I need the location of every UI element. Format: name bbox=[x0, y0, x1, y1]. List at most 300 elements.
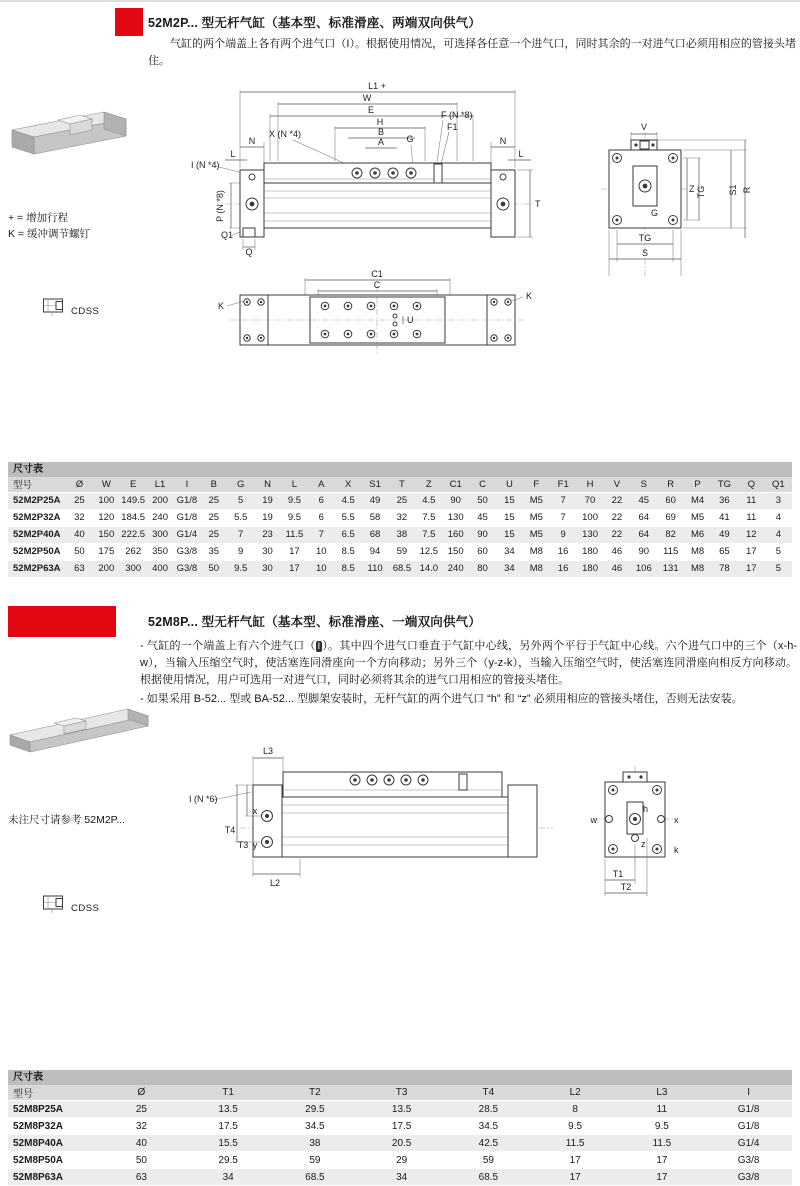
dimension-label: TG bbox=[638, 233, 652, 243]
port-i-badge: I bbox=[317, 641, 321, 651]
value-cell: 11 bbox=[746, 512, 757, 523]
end-view bbox=[601, 132, 747, 276]
value-cell: 9.5 bbox=[654, 1120, 669, 1132]
column-header: T3 bbox=[358, 1085, 445, 1101]
column-header: T2 bbox=[272, 1085, 359, 1101]
dimension-label: W bbox=[362, 93, 372, 103]
dimension-label: K bbox=[525, 291, 533, 301]
value-cell: 38 bbox=[396, 529, 408, 540]
value-cell: 3 bbox=[775, 495, 782, 506]
value-cell: G1/8 bbox=[176, 512, 198, 523]
dimension-label: T bbox=[535, 199, 541, 209]
value-cell: 7.5 bbox=[422, 529, 436, 540]
value-cell: 262 bbox=[125, 546, 142, 557]
column-header: E bbox=[120, 477, 147, 492]
value-cell: 9 bbox=[560, 529, 566, 540]
cylinder-section-icon bbox=[42, 296, 68, 317]
value-cell: 70 bbox=[584, 495, 596, 506]
value-cell: 110 bbox=[367, 563, 383, 574]
value-cell: G1/8 bbox=[737, 1103, 760, 1115]
model-cell: 52M8P50A bbox=[13, 1154, 64, 1166]
column-header: TG bbox=[711, 477, 738, 492]
table-row bbox=[8, 1152, 792, 1169]
dimension-table-52m8p bbox=[8, 1070, 792, 1186]
dimension-label: Z bbox=[689, 184, 695, 194]
value-cell: 100 bbox=[582, 512, 598, 523]
column-header: C1 bbox=[442, 477, 469, 492]
column-header: C bbox=[469, 477, 496, 492]
value-cell: 94 bbox=[369, 546, 381, 557]
value-cell: 25 bbox=[208, 512, 220, 523]
value-cell: G1/8 bbox=[737, 1120, 760, 1132]
value-cell: 8.5 bbox=[341, 563, 355, 574]
value-cell: 49 bbox=[369, 495, 381, 506]
dimension-label: T2 bbox=[620, 882, 632, 892]
dimension-label: h bbox=[643, 804, 649, 814]
model-cell: 52M8P25A bbox=[13, 1103, 64, 1115]
value-cell: 12 bbox=[746, 529, 757, 540]
value-cell: 120 bbox=[98, 512, 115, 523]
value-cell: 17 bbox=[656, 1154, 668, 1166]
value-cell: 64 bbox=[638, 512, 650, 523]
value-cell: 100 bbox=[98, 495, 115, 506]
value-cell: M5 bbox=[529, 529, 543, 540]
column-header: S1 bbox=[362, 477, 389, 492]
column-header: Z bbox=[415, 477, 442, 492]
table-row bbox=[8, 526, 792, 543]
value-cell: 82 bbox=[665, 529, 676, 540]
cylinder-section-icon bbox=[42, 893, 68, 914]
value-cell: 10 bbox=[316, 546, 327, 557]
column-header: P bbox=[684, 477, 711, 492]
cdss-label: CDSS bbox=[71, 903, 100, 914]
value-cell: 131 bbox=[662, 563, 679, 574]
column-header: V bbox=[604, 477, 631, 492]
column-header: 型号 bbox=[8, 477, 66, 492]
value-cell: 14.0 bbox=[419, 563, 439, 574]
value-cell: 25 bbox=[74, 495, 85, 506]
dimension-label: x bbox=[674, 815, 679, 825]
table-header-row bbox=[8, 477, 792, 492]
value-cell: 17.5 bbox=[218, 1120, 238, 1132]
dimension-label: C bbox=[373, 280, 381, 290]
table-row bbox=[8, 1101, 792, 1118]
value-cell: 9.5 bbox=[287, 495, 302, 506]
value-cell: 15 bbox=[504, 495, 515, 506]
value-cell: 34.5 bbox=[305, 1120, 325, 1132]
value-cell: 30 bbox=[262, 563, 273, 574]
table-row bbox=[8, 1118, 792, 1135]
column-header: W bbox=[93, 477, 120, 492]
value-cell: 59 bbox=[396, 546, 408, 557]
dimension-label: X (N *4) bbox=[268, 129, 302, 139]
dimension-label: F (N *8) bbox=[441, 110, 473, 120]
value-cell: 28.5 bbox=[478, 1103, 499, 1115]
value-cell: 50 bbox=[74, 546, 85, 557]
value-cell: 9.5 bbox=[568, 1120, 583, 1132]
value-cell: 17 bbox=[746, 563, 757, 574]
dimension-label: U bbox=[407, 315, 414, 325]
dimension-label: Q bbox=[245, 247, 253, 257]
value-cell: 45 bbox=[477, 512, 488, 523]
value-cell: M5 bbox=[690, 512, 705, 523]
value-cell: 240 bbox=[152, 512, 168, 523]
value-cell: 58 bbox=[369, 512, 381, 523]
value-cell: 400 bbox=[152, 563, 168, 574]
section1-red-marker bbox=[115, 8, 143, 36]
value-cell: G1/4 bbox=[737, 1137, 760, 1149]
dimension-label: V bbox=[640, 122, 648, 132]
value-cell: G3/8 bbox=[176, 563, 198, 574]
value-cell: 25 bbox=[208, 495, 220, 506]
value-cell: 6 bbox=[318, 495, 324, 506]
value-cell: 64 bbox=[638, 529, 650, 540]
value-cell: 46 bbox=[611, 546, 623, 557]
cdss-symbol-2 bbox=[42, 893, 99, 914]
value-cell: 300 bbox=[152, 529, 168, 540]
column-header: Ø bbox=[98, 1085, 185, 1101]
value-cell: 22 bbox=[611, 529, 623, 540]
model-cell: 52M8P32A bbox=[13, 1120, 64, 1132]
value-cell: 8 bbox=[572, 1103, 578, 1115]
value-cell: 9.5 bbox=[234, 563, 248, 574]
value-cell: 60 bbox=[477, 546, 488, 557]
value-cell: 350 bbox=[152, 546, 168, 557]
value-cell: 32 bbox=[396, 512, 408, 523]
value-cell: 11.5 bbox=[285, 529, 304, 540]
value-cell: 10 bbox=[316, 563, 327, 574]
value-cell: M5 bbox=[529, 495, 543, 506]
dimension-label: K bbox=[217, 301, 225, 311]
value-cell: 30 bbox=[262, 546, 273, 557]
model-cell: 52M2P40A bbox=[13, 529, 61, 540]
dimension-label: T4 bbox=[224, 825, 236, 835]
value-cell: 115 bbox=[663, 546, 679, 557]
dimension-label: C1 bbox=[371, 269, 383, 279]
value-cell: 11 bbox=[656, 1103, 668, 1115]
section1-title: 52M2P... 型无杆气缸（基本型、标准滑座、两端双向供气） bbox=[148, 16, 482, 30]
value-cell: 59 bbox=[309, 1154, 321, 1166]
dimension-label: x bbox=[252, 806, 258, 816]
value-cell: 200 bbox=[98, 563, 115, 574]
dimension-label: G bbox=[406, 134, 414, 144]
value-cell: 63 bbox=[74, 563, 85, 574]
value-cell: M8 bbox=[529, 563, 543, 574]
column-header: N bbox=[254, 477, 281, 492]
dimension-label: Q1 bbox=[221, 230, 234, 240]
value-cell: 7 bbox=[560, 512, 566, 523]
value-cell: 22 bbox=[611, 495, 623, 506]
value-cell: 40 bbox=[74, 529, 85, 540]
column-header: F1 bbox=[550, 477, 577, 492]
value-cell: 130 bbox=[582, 529, 598, 540]
value-cell: 4.5 bbox=[341, 495, 355, 506]
value-cell: 17 bbox=[569, 1171, 581, 1183]
value-cell: 150 bbox=[98, 529, 115, 540]
value-cell: 20.5 bbox=[391, 1137, 412, 1149]
value-cell: 25 bbox=[135, 1103, 147, 1115]
value-cell: 13.5 bbox=[218, 1103, 238, 1115]
reference-note: 未注尺寸请参考 52M2P... bbox=[8, 814, 126, 826]
column-header: L2 bbox=[532, 1085, 619, 1101]
value-cell: 8.5 bbox=[341, 546, 355, 557]
value-cell: 200 bbox=[152, 495, 168, 506]
value-cell: 149.5 bbox=[121, 495, 146, 506]
dimension-label: S bbox=[641, 248, 649, 258]
dimension-label: S1 bbox=[728, 184, 738, 196]
value-cell: 34.5 bbox=[478, 1120, 499, 1132]
value-cell: 68.5 bbox=[305, 1171, 325, 1183]
section1-intro: 气缸的两个端盖上各有两个进气口（I）。根据使用情况，可选择各任意一个进气口，同时其余的一对进气口必须用相应的管接头堵住。 bbox=[148, 38, 796, 68]
dimension-label: L bbox=[230, 149, 236, 159]
value-cell: G1/4 bbox=[176, 529, 198, 540]
value-cell: 45 bbox=[638, 495, 650, 506]
value-cell: 32 bbox=[74, 512, 85, 523]
value-cell: 222.5 bbox=[121, 529, 146, 540]
value-cell: 300 bbox=[125, 563, 142, 574]
dimension-label: F1 bbox=[447, 122, 458, 132]
value-cell: G1/8 bbox=[176, 495, 198, 506]
dimension-label: G bbox=[651, 208, 659, 218]
value-cell: 59 bbox=[482, 1154, 494, 1166]
value-cell: 4.5 bbox=[422, 495, 436, 506]
dimension-label: L bbox=[518, 149, 524, 159]
value-cell: 29.5 bbox=[305, 1103, 325, 1115]
column-header: G bbox=[227, 477, 254, 492]
value-cell: 17.5 bbox=[391, 1120, 412, 1132]
value-cell: 11 bbox=[746, 495, 757, 506]
value-cell: 34 bbox=[396, 1171, 408, 1183]
table-title: 尺寸表 bbox=[8, 1070, 792, 1085]
value-cell: 90 bbox=[477, 529, 488, 540]
column-header: I bbox=[705, 1085, 792, 1101]
intro-paragraph-2: - 如果采用 B-52... 型或 BA-52... 型脚架安装时，无杆气缸的两个进气口 “h” 和 “z” 必须用相应的管接头堵住，否则无法安装。 bbox=[140, 693, 743, 706]
value-cell: M5 bbox=[529, 512, 543, 523]
column-header: F bbox=[523, 477, 550, 492]
product-photo-52m8p bbox=[6, 693, 166, 765]
value-cell: 9.5 bbox=[287, 512, 302, 523]
value-cell: 69 bbox=[665, 512, 676, 523]
value-cell: 6.5 bbox=[341, 529, 355, 540]
value-cell: M4 bbox=[690, 495, 705, 506]
value-cell: 50 bbox=[208, 563, 220, 574]
dimension-label: L2 bbox=[269, 878, 281, 888]
cdss-symbol-1 bbox=[42, 296, 99, 317]
value-cell: 90 bbox=[638, 546, 650, 557]
column-header: T4 bbox=[445, 1085, 532, 1101]
dimension-label: B bbox=[377, 127, 385, 137]
value-cell: 5 bbox=[775, 546, 782, 557]
note-stroke: + = 增加行程 bbox=[8, 212, 69, 224]
value-cell: 25 bbox=[208, 529, 220, 540]
value-cell: 9 bbox=[238, 546, 244, 557]
dimension-label: E bbox=[367, 105, 375, 115]
column-header: R bbox=[657, 477, 684, 492]
column-header: 型号 bbox=[8, 1085, 98, 1101]
dimension-label: A bbox=[377, 137, 385, 147]
column-header: Q1 bbox=[765, 477, 792, 492]
value-cell: 63 bbox=[135, 1171, 147, 1183]
value-cell: 5.5 bbox=[341, 512, 355, 523]
value-cell: 19 bbox=[262, 495, 273, 506]
value-cell: 34 bbox=[504, 546, 515, 557]
dimension-label: y bbox=[252, 840, 258, 850]
column-header: X bbox=[335, 477, 362, 492]
dimension-label: H bbox=[376, 117, 384, 127]
column-header: Ø bbox=[66, 477, 93, 492]
value-cell: 46 bbox=[611, 563, 623, 574]
column-header: T bbox=[389, 477, 416, 492]
value-cell: 150 bbox=[447, 546, 464, 557]
column-header: A bbox=[308, 477, 335, 492]
value-cell: 7 bbox=[318, 529, 324, 540]
value-cell: 7 bbox=[238, 529, 244, 540]
dimension-label: TG bbox=[696, 185, 706, 199]
value-cell: 16 bbox=[557, 546, 569, 557]
dimension-label: w bbox=[590, 815, 597, 825]
model-cell: 52M8P40A bbox=[13, 1137, 64, 1149]
model-cell: 52M8P63A bbox=[13, 1171, 64, 1183]
value-cell: 38 bbox=[309, 1137, 321, 1149]
product-photo-52m2p bbox=[6, 100, 141, 162]
column-header: Q bbox=[738, 477, 765, 492]
dimension-label: T1 bbox=[612, 869, 624, 879]
value-cell: 180 bbox=[582, 563, 598, 574]
note-cushion-screw: K = 缓冲调节螺钉 bbox=[8, 228, 90, 240]
dimension-drawing-52m8p bbox=[185, 740, 765, 910]
value-cell: 29.5 bbox=[218, 1154, 238, 1166]
dimension-label: L3 bbox=[262, 746, 274, 756]
column-header: B bbox=[200, 477, 227, 492]
section2-intro bbox=[140, 638, 797, 708]
column-header: T1 bbox=[185, 1085, 272, 1101]
value-cell: 15 bbox=[504, 512, 515, 523]
value-cell: G3/8 bbox=[176, 546, 198, 557]
value-cell: 23 bbox=[262, 529, 273, 540]
value-cell: 32 bbox=[135, 1120, 147, 1132]
dimension-label: N bbox=[499, 136, 507, 146]
value-cell: 180 bbox=[582, 546, 598, 557]
value-cell: 15.5 bbox=[218, 1137, 238, 1149]
table-row bbox=[8, 543, 792, 560]
model-cell: 52M2P63A bbox=[13, 563, 61, 574]
dimension-label: T3 bbox=[237, 840, 249, 850]
dimension-label: N bbox=[248, 136, 256, 146]
value-cell: 35 bbox=[208, 546, 220, 557]
dimension-table-52m2p bbox=[8, 462, 792, 578]
value-cell: 49 bbox=[719, 529, 730, 540]
column-header: U bbox=[496, 477, 523, 492]
value-cell: 11.5 bbox=[565, 1137, 585, 1149]
dimension-label: I (N *6) bbox=[189, 794, 218, 804]
value-cell: 12.5 bbox=[419, 546, 439, 557]
data-table-52m8p bbox=[8, 1085, 792, 1186]
value-cell: 130 bbox=[447, 512, 464, 523]
end-view bbox=[595, 766, 675, 896]
value-cell: 5 bbox=[775, 563, 782, 574]
value-cell: 65 bbox=[719, 546, 730, 557]
value-cell: 5 bbox=[238, 495, 244, 506]
value-cell: 6 bbox=[318, 512, 324, 523]
column-header: L1 bbox=[147, 477, 174, 492]
value-cell: 5.5 bbox=[234, 512, 248, 523]
value-cell: M6 bbox=[690, 529, 705, 540]
value-cell: 29 bbox=[396, 1154, 408, 1166]
value-cell: 240 bbox=[447, 563, 464, 574]
value-cell: 90 bbox=[450, 495, 461, 506]
value-cell: M8 bbox=[690, 546, 705, 557]
value-cell: 11.5 bbox=[652, 1137, 672, 1149]
table-row bbox=[8, 492, 792, 509]
data-table-52m2p bbox=[8, 477, 792, 578]
value-cell: 78 bbox=[719, 563, 730, 574]
value-cell: 68 bbox=[369, 529, 381, 540]
value-cell: 175 bbox=[98, 546, 115, 557]
value-cell: 80 bbox=[477, 563, 488, 574]
value-cell: 25 bbox=[396, 495, 408, 506]
value-cell: 106 bbox=[635, 563, 652, 574]
value-cell: 16 bbox=[557, 563, 569, 574]
value-cell: 13.5 bbox=[391, 1103, 412, 1115]
column-header: H bbox=[577, 477, 604, 492]
value-cell: 184.5 bbox=[121, 512, 146, 523]
intro-text-b: ）。其中四个进气口垂直于气缸中心线，另外两个平行于气缸中心线。六个进气口中的三个（x-h-w），当输入压缩空气时，使活塞连同滑座向一个方向移动；另外三个（y-z-k），当输入压缩空气时，使活塞连同滑座向相反方向移动。根据使用情况，用户可选用一对进气口，同时必须将其余的进气口用相应的管接头堵住。 bbox=[140, 640, 797, 687]
intro-text-a: - 气缸的一个端盖上有六个进气口（ bbox=[140, 640, 316, 652]
column-header: L3 bbox=[619, 1085, 706, 1101]
dimension-label: z bbox=[641, 839, 646, 849]
value-cell: M8 bbox=[690, 563, 705, 574]
value-cell: 42.5 bbox=[478, 1137, 499, 1149]
intro-paragraph-1 bbox=[140, 638, 797, 689]
table-title: 尺寸表 bbox=[8, 462, 792, 477]
value-cell: 40 bbox=[135, 1137, 147, 1149]
value-cell: 41 bbox=[719, 512, 730, 523]
value-cell: 50 bbox=[477, 495, 488, 506]
value-cell: 34 bbox=[222, 1171, 234, 1183]
value-cell: 22 bbox=[611, 512, 623, 523]
value-cell: 17 bbox=[656, 1171, 668, 1183]
value-cell: 7 bbox=[560, 495, 566, 506]
value-cell: 17 bbox=[289, 563, 300, 574]
value-cell: 34 bbox=[504, 563, 515, 574]
dimension-label: R bbox=[742, 186, 752, 194]
value-cell: 60 bbox=[665, 495, 676, 506]
model-cell: 52M2P25A bbox=[13, 495, 61, 506]
value-cell: 68.5 bbox=[478, 1171, 499, 1183]
value-cell: 4 bbox=[775, 529, 782, 540]
dimension-label: L1 + bbox=[368, 81, 386, 91]
value-cell: 36 bbox=[719, 495, 730, 506]
model-cell: 52M2P32A bbox=[13, 512, 61, 523]
dimension-label: k bbox=[674, 845, 679, 855]
value-cell: 160 bbox=[447, 529, 464, 540]
dimension-label: I (N *4) bbox=[191, 160, 220, 170]
column-header: L bbox=[281, 477, 308, 492]
side-view bbox=[213, 756, 553, 877]
table-row bbox=[8, 1135, 792, 1152]
value-cell: 17 bbox=[289, 546, 300, 557]
column-header: S bbox=[630, 477, 657, 492]
value-cell: M8 bbox=[529, 546, 543, 557]
value-cell: 7.5 bbox=[422, 512, 436, 523]
value-cell: G3/8 bbox=[737, 1154, 760, 1166]
dimension-label: P (N *8) bbox=[215, 190, 225, 222]
value-cell: 68.5 bbox=[392, 563, 412, 574]
cdss-label: CDSS bbox=[71, 306, 100, 317]
table-row bbox=[8, 560, 792, 577]
value-cell: 50 bbox=[135, 1154, 147, 1166]
value-cell: 15 bbox=[504, 529, 515, 540]
